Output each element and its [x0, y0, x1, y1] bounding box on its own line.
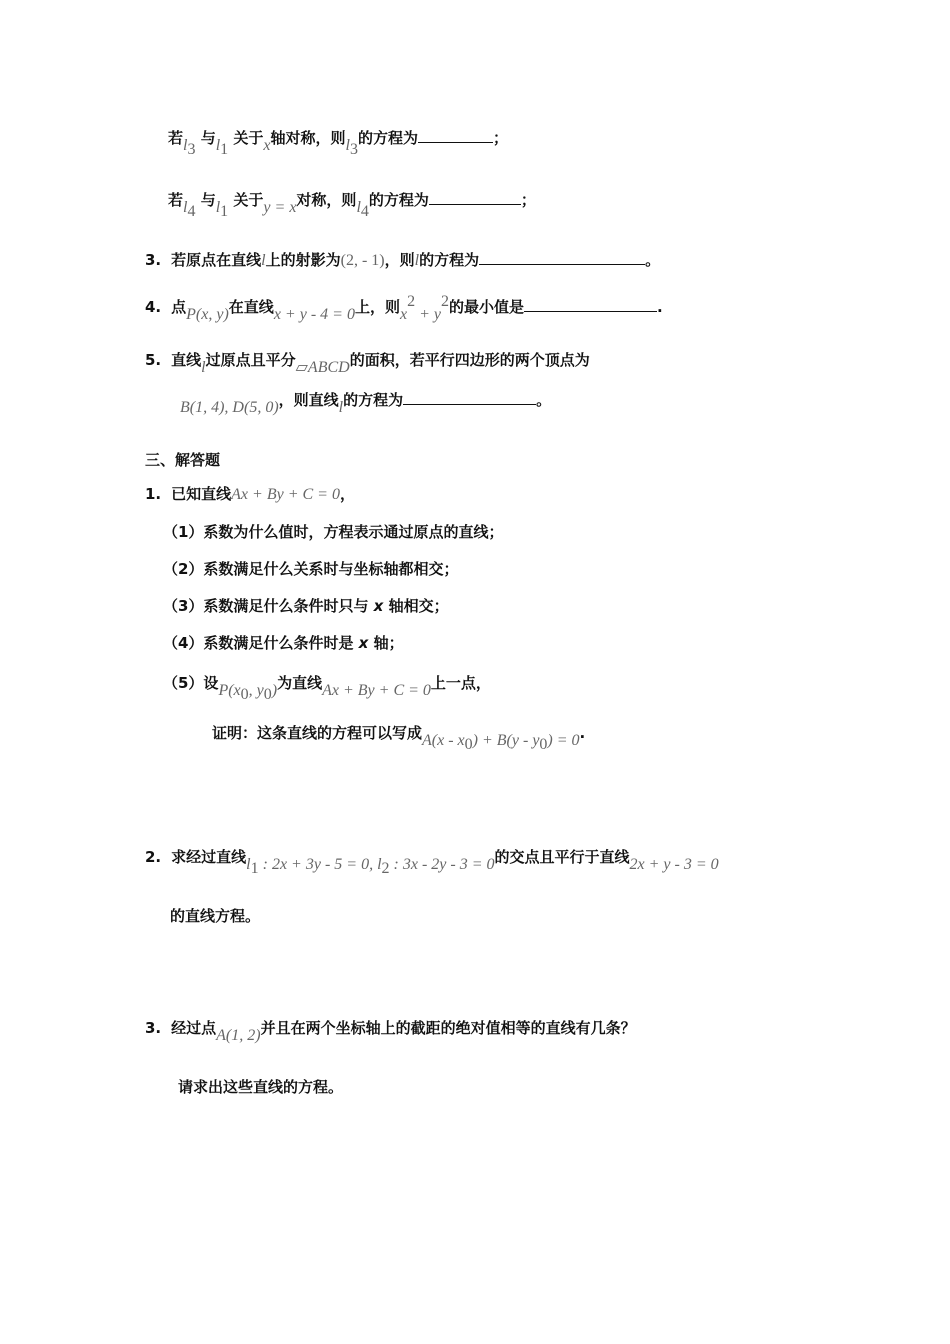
- answer-question-2-cont: 的直线方程。: [170, 907, 261, 925]
- sub-item-5: （5）设$P(x_0$, $y_0$)为直线Ax + By + C = 0上一点，: [163, 674, 491, 703]
- section-heading: 三、解答题: [145, 451, 221, 469]
- fill-in-question-4: 4. 点P(x, y)在直线x + y - 4 = 0上，则$x^2 + y^2$的最小值是 .: [145, 293, 663, 323]
- answer-question-2: 2. 求经过直线$l_1$ : 2x + 3y - 5 = 0, $l_2$ : 3x - 2y - 3 = 0的交点且平行于直线2x + y - 3 = 0: [145, 848, 719, 877]
- answer-question-1: 1. 已知直线Ax + By + C = 0，: [145, 485, 355, 503]
- proof-line: 证明：这条直线的方程可以写成$A(x - x_0) + B(y - y_0) = 0$.: [212, 724, 586, 753]
- sub-item-3: （3）系数满足什么条件时只与 x 轴相交；: [163, 597, 449, 615]
- fill-in-question-3: 3. 若原点在直线l上的射影为(2, - 1)，则l的方程为 。: [145, 251, 661, 269]
- answer-question-3: 3. 经过点A(1, 2)并且在两个坐标轴上的截距的绝对值相等的直线有几条？: [145, 1019, 636, 1044]
- fill-in-question-5-cont: B(1, 4), D(5, 0)，则直线l的方程为 。: [180, 391, 552, 416]
- fill-in-item-l3: 若$l_3$ 与$l_1$ 关于x轴对称，则$l_3$的方程为 ；: [168, 129, 509, 158]
- answer-blank[interactable]: [403, 390, 536, 405]
- sub-item-4: （4）系数满足什么条件时是 x 轴；: [163, 634, 404, 652]
- fill-in-question-5: 5. 直线l过原点且平分▱ABCD的面积，若平行四边形的两个顶点为: [145, 351, 590, 376]
- fill-in-item-l4: 若$l_4$ 与$l_1$ 关于y = x对称，则$l_4$的方程为 ；: [168, 191, 536, 220]
- answer-blank[interactable]: [418, 128, 493, 143]
- sub-item-1: （1）系数为什么值时，方程表示通过原点的直线；: [163, 523, 504, 541]
- answer-blank[interactable]: [479, 250, 645, 265]
- sub-item-2: （2）系数满足什么关系时与坐标轴都相交；: [163, 560, 459, 578]
- answer-blank[interactable]: [429, 190, 521, 205]
- answer-blank[interactable]: [524, 297, 657, 312]
- answer-question-3-cont: 请求出这些直线的方程。: [178, 1078, 344, 1096]
